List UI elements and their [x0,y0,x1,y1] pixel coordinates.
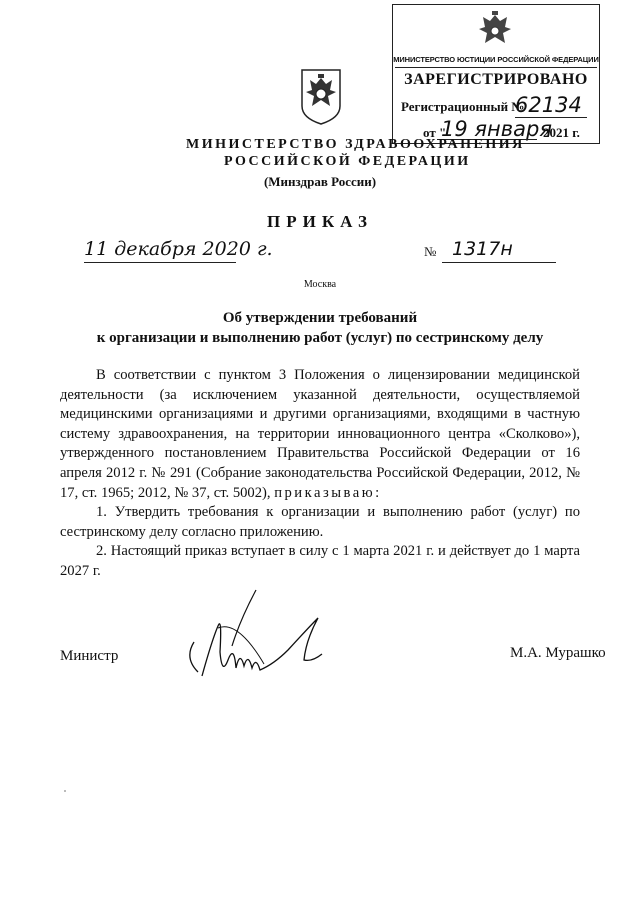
order-subject [0,308,640,348]
stamp-date-label: от " [423,125,447,140]
stamp-ministry-name: МИНИСТЕРСТВО ЮСТИЦИИ РОССИЙСКОЙ ФЕДЕРАЦИИ [393,55,599,64]
ministry-name-line2: РОССИЙСКОЙ ФЕДЕРАЦИИ [224,154,471,169]
stamp-registered-label: ЗАРЕГИСТРИРОВАНО [404,71,588,88]
stamp-regno-label: Регистрационный № [401,99,525,114]
signer-title: Министр [60,648,119,664]
handwritten-signature-icon [178,580,328,690]
order-date-underline [84,262,236,263]
stamp-regno-value: 62134 [515,93,582,117]
decree-word: приказываю: [274,484,382,501]
order-number: 1317н [452,238,513,260]
preamble-paragraph [60,366,580,503]
item-2: 2. Настоящий приказ вступает в силу с 1 марта 2021 г. и действует до 1 марта 2027 г. [60,543,580,579]
stamp-divider [395,67,597,68]
order-number-underline [442,262,556,263]
stamp-coat-of-arms-icon [475,9,515,53]
order-body [60,366,580,582]
scan-speck [64,790,66,792]
subject-line1: Об утверждении требований [222,310,418,326]
stamp-year: 2021 г. [543,125,580,140]
order-number-label: № [424,244,437,259]
registration-stamp [392,4,600,144]
ministry-short-name: (Минздрав России) [263,174,377,189]
order-city: Москва [303,279,337,290]
stamp-date-value: 19 января [441,117,552,141]
item-1: 1. Утвердить требования к организации и выполнению работ (услуг) по сестринскому делу согласно приложению. [60,504,580,540]
coat-of-arms-icon [296,66,346,126]
signer-name: М.А. Мурашко [510,645,606,661]
subject-line2: к организации и выполнению работ (услуг) по сестринскому делу [96,330,544,346]
ministry-name-line1: МИНИСТЕРСТВО ЗДРАВООХРАНЕНИЯ [186,137,525,152]
order-title: ПРИКАЗ [267,212,373,231]
order-date: 11 декабря 2020 г. [84,238,273,260]
preamble-text: В соответствии с пунктом 3 Положения о лицензировании медицинской деятельности (за исключением указанной деятельности, осуществляемой медицинскими организациями и другими организациями, входящими в частную систему здравоохранения, на территории инновационного центра «Сколково»), утвержденного постановлением Правительства Российской Федерации от 16 апреля 2012 г. № 291 (Собрание законодательства Российской Федерации, 2012, № 17, ст. 1965; 2012, № 37, ст. 5002), [60,367,580,501]
